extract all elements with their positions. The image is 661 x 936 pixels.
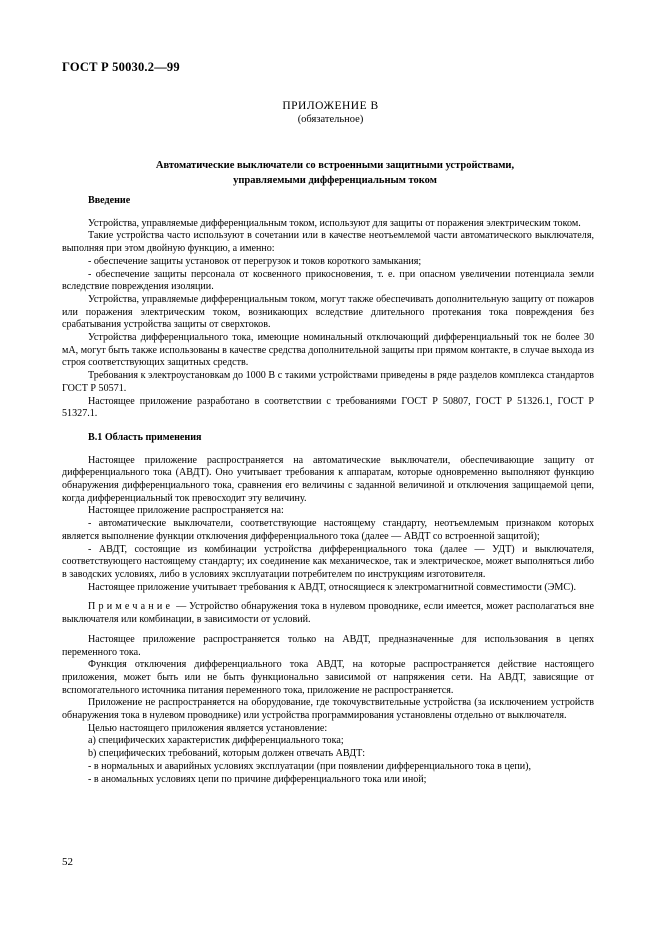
main-title-line-2: управляемыми дифференциальным током [233,175,437,186]
spacer [62,594,594,601]
appendix-title: ПРИЛОЖЕНИЕ В [282,100,379,112]
scope-paragraph-4: - АВДТ, состоящие из комбинации устройства дифференциального тока (далее — УДТ) и выключателя, соответствующего настоящему стандарту; их соединение как механическое, так и электрическое, может выполняться либо в заводских условиях, либо в условиях эксплуатации потребителем по инструкциям изготовителя. [62,543,594,580]
note-label: Примечание [88,601,174,613]
document-header: ГОСТ Р 50030.2—99 [62,60,180,74]
scope-paragraph-6: Настоящее приложение распространяется только на АВДТ, предназначенные для использования в цепях переменного тока. [62,633,594,658]
intro-paragraph-7: Требования к электроустановкам до 1000 В с такими устройствами приведены в ряде разделов комплекса стандартов ГОСТ Р 50571. [62,370,594,394]
intro-paragraph-4: - обеспечение защиты персонала от косвенного прикосновения, т. е. при опасном увеличении потенциала земли вследствие повреждения изоляции. [62,268,594,293]
scope-paragraph-5: Настоящее приложение учитывает требования к АВДТ, относящиеся к электромагнитной совместимости (ЭМС). [88,581,576,593]
intro-paragraph-2: Такие устройства часто используют в сочетании или в качестве неотъемлемой части автоматического выключателя, выполняя при этом двойную функцию, а именно: [62,230,594,255]
intro-paragraph-6: Устройства дифференциального тока, имеющие номинальный отключающий дифференциальный ток не более 30 мА, могут быть также использованы в качестве средства дополнительной защиты при прямом контакте, в случае выхода из строя соответствующих защитных средств. [62,332,594,369]
page-number: 52 [62,856,73,868]
spacer [62,627,594,634]
scope-paragraph-3: - автоматические выключатели, соответствующие настоящему стандарту, неотъемлемым признаком которых является выполнение функции отключения дифференциального тока (далее — АВДТ со встроенной защитой); [62,518,594,542]
main-title-line-1: Автоматические выключатели со встроенными защитными устройствами, [155,160,515,171]
intro-paragraph-3: - обеспечение защиты установок от перегрузок и токов короткого замыкания; [88,255,422,267]
note-text: — Устройство обнаружения тока в нулевом проводнике, если имеется, может располагаться вне выключателя или комбинации, в зависимости от условий. [62,601,594,626]
scope-list-subitem-1: - в нормальных и аварийных условиях эксплуатации (при появлении дифференциального тока в цепи), [88,760,532,772]
scope-paragraph-9: Целью настоящего приложения является установление: [88,722,328,734]
scope-heading: В.1 Область применения [88,431,202,443]
scope-paragraph-2: Настоящее приложение распространяется на: [88,505,284,517]
scope-note [62,601,594,626]
scope-list-subitem-2: - в аномальных условиях цепи по причине дифференциального тока или иной; [88,773,427,785]
scope-list-item-a: a) специфических характеристик дифференциального тока; [88,735,344,747]
spacer [62,421,594,432]
document-body [62,195,594,786]
scope-paragraph-1: Настоящее приложение распространяется на автоматические выключатели, обеспечивающие защиту от дифференциального тока (АВДТ). Оно учитывает требования к аппаратам, которые одновременно выполняют функцию обнаружения дифференциального тока, сравнения его величины с заданной величиной и отключения защищаемой цепи, когда дифференциальный ток превосходит эту величину. [62,454,594,504]
intro-paragraph-1: Устройства, управляемые дифференциальным током, используют для защиты от поражения электрическим током. [88,217,581,229]
intro-paragraph-5: Устройства, управляемые дифференциальным током, могут также обеспечивать дополнительную защиту от пожаров или поражения электрическим током, возникающих вследствие длительного протекания тока повреждения без срабатывания устройства защиты от сверхтоков. [62,293,594,331]
scope-paragraph-7: Функция отключения дифференциального тока АВДТ, на которые распространяется действие настоящего приложения, может быть или не быть функционально зависимой от напряжения сети. На АВДТ, зависящие от вспомогательного источника питания переменного тока, приложение не распространяется. [62,659,594,696]
intro-heading: Введение [88,195,131,206]
scope-list-item-b: b) специфических требований, которым должен отвечать АВДТ: [88,748,366,760]
scope-paragraph-8: Приложение не распространяется на оборудование, где токочувствительные устройства (за исключением устройств обнаружения тока в нулевом проводнике) или устройства программирования установлены отдельно от выключателя. [62,697,594,722]
section-main-title [100,158,570,188]
intro-paragraph-8: Настоящее приложение разработано в соответствии с требованиями ГОСТ Р 50807, ГОСТ Р 51326.1, ГОСТ Р 51327.1. [62,395,594,420]
appendix-status: (обязательное) [297,114,364,125]
